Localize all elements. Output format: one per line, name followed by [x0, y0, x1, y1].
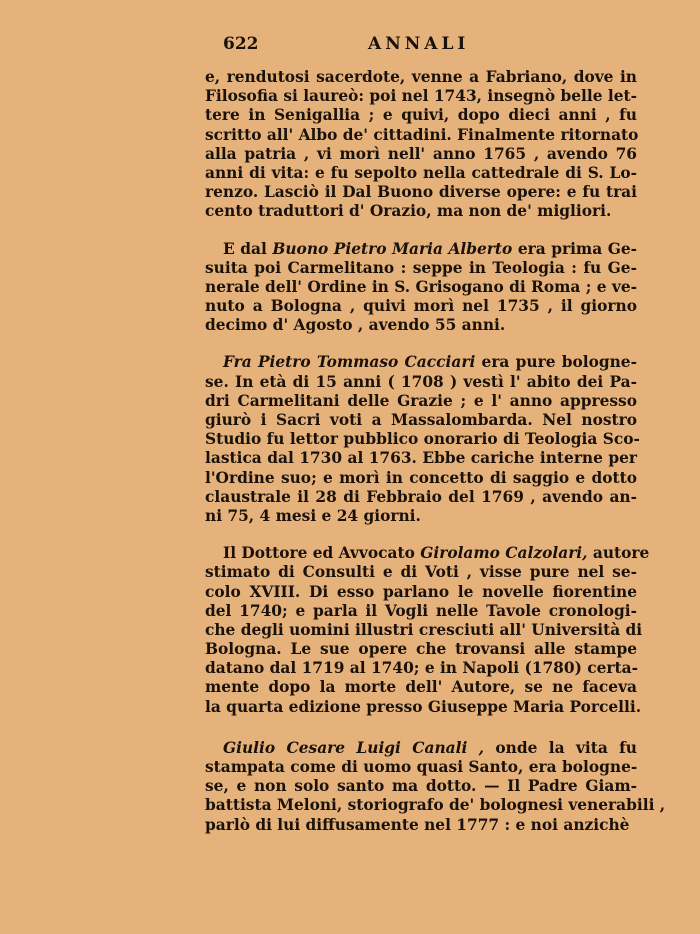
- text-line: [205, 164, 637, 183]
- text-run: dri Carmelitani delle Grazie ; e l' anno appresso: [205, 391, 637, 410]
- text-run: l'Ordine suo; e morì in concetto di saggio e dotto: [205, 468, 637, 487]
- text-line: [205, 278, 637, 297]
- text-line: [205, 563, 637, 582]
- text-run: Il Dottore ed Avvocato: [223, 544, 421, 563]
- italic-name: Fra Pietro Tommaso Cacciari: [223, 353, 476, 372]
- italic-name: Buono Pietro Maria Alberto: [272, 239, 513, 258]
- text-run: la quarta edizione presso Giuseppe Maria Porcelli.: [205, 697, 642, 716]
- page-number: 622: [223, 34, 259, 54]
- text-run: datano dal 1719 al 1740; e in Napoli (1780) certa-: [205, 659, 638, 678]
- text-line: [205, 126, 637, 145]
- text-run: che degli uomini illustri cresciuti all' Università di: [205, 620, 643, 639]
- text-line: [205, 758, 637, 777]
- text-line: [205, 777, 637, 796]
- text-line: [205, 68, 637, 87]
- text-line: [205, 640, 637, 659]
- italic-name: Giulio Cesare Luigi Canali ,: [223, 738, 485, 757]
- running-head: ANNALI: [368, 34, 470, 54]
- text-line: [205, 411, 637, 430]
- text-line: [205, 583, 637, 602]
- text-run: nuto a Bologna , quivi morì nel 1735 , il giorno: [205, 297, 637, 316]
- text-line: [205, 796, 666, 815]
- text-run: renzo. Lasciò il Dal Buono diverse opere: e fu trai: [205, 183, 637, 202]
- text-run: giurò i Sacri voti a Massalombarda. Nel nostro: [205, 411, 637, 429]
- text-run: Studio fu lettor pubblico onorario di Teologia Sco-: [205, 430, 640, 449]
- text-line: [205, 183, 637, 202]
- text-line: [205, 816, 637, 835]
- text-run: alla patria , vi morì nell' anno 1765 , avendo 76: [205, 144, 637, 163]
- text-run: battista Meloni, storiografo de' bolognesi venerabili ,: [205, 796, 666, 815]
- text-run: se, e non solo santo ma dotto. — Il Padre Giam-: [205, 777, 637, 796]
- text-line: [205, 106, 637, 125]
- text-run: stampata come di uomo quasi Santo, era bologne-: [205, 758, 638, 776]
- text-line: [205, 507, 637, 526]
- text-line: [205, 602, 637, 621]
- text-run: tere in Senigallia ; e quivi, dopo dieci anni , fu: [205, 106, 637, 125]
- text-run: suita poi Carmelitano : seppe in Teologia : fu Ge-: [205, 258, 637, 277]
- text-run: nerale dell' Ordine in S. Grisogano di Roma ; e ve-: [205, 277, 638, 296]
- text-line: [205, 87, 637, 106]
- body-text: [205, 68, 666, 853]
- text-line: [205, 240, 637, 259]
- text-run: E dal: [223, 239, 273, 258]
- text-run: del 1740; e parla il Vogli nelle Tavole cronologi-: [205, 601, 637, 620]
- text-run: colo XVIII. Di esso parlano le novelle fiorentine: [205, 582, 637, 601]
- text-run: claustrale il 28 di Febbraio del 1769 , avendo an-: [205, 487, 637, 506]
- text-line: [205, 678, 637, 697]
- text-run: decimo d' Agosto , avendo 55 anni.: [205, 316, 506, 335]
- page-header: [205, 34, 645, 58]
- paragraph: [205, 68, 637, 222]
- italic-name: Girolamo Calzolari,: [420, 544, 588, 563]
- text-line: [205, 373, 637, 392]
- text-line: [205, 430, 640, 449]
- text-run: parlò di lui diffusamente nel 1777 : e noi anzichè: [205, 815, 630, 834]
- text-line: [205, 392, 637, 411]
- text-run: se. In età di 15 anni ( 1708 ) vestì l' abito dei Pa-: [205, 372, 637, 391]
- paragraph: [205, 353, 640, 526]
- text-run: scritto all' Albo de' cittadini. Finalmente ritornato: [205, 125, 639, 144]
- paragraph: [205, 240, 637, 336]
- text-run: ni 75, 4 mesi e 24 giorni.: [205, 506, 421, 525]
- text-run: onde la vita fu: [484, 738, 637, 757]
- text-run: Filosofia si laureò: poi nel 1743, insegnò belle let-: [205, 87, 637, 106]
- text-line: [205, 353, 637, 372]
- text-run: era prima Ge-: [512, 239, 638, 258]
- text-line: [205, 297, 637, 316]
- text-line: [205, 145, 637, 164]
- text-line: [205, 697, 642, 717]
- text-line: [205, 449, 637, 468]
- text-line: [205, 544, 650, 563]
- text-run: lastica dal 1730 al 1763. Ebbe cariche interne per: [205, 449, 637, 468]
- text-line: [205, 739, 637, 758]
- text-run: Bologna. Le sue opere che trovansi alle stampe: [205, 640, 637, 659]
- text-run: mente dopo la morte dell' Autore, se ne faceva: [205, 678, 637, 697]
- text-run: anni di vita: e fu sepolto nella cattedrale di S. Lo-: [205, 163, 637, 182]
- text-line: [205, 469, 637, 488]
- text-line: [205, 259, 637, 278]
- paragraph: [205, 738, 666, 835]
- text-run: autore: [587, 544, 650, 563]
- text-line: [205, 316, 637, 335]
- paragraph: [205, 544, 650, 717]
- text-line: [205, 488, 637, 507]
- text-line: [205, 202, 637, 221]
- text-line: [205, 659, 637, 678]
- text-run: era pure bologne-: [475, 353, 637, 372]
- text-run: cento traduttori d' Orazio, ma non de' migliori.: [205, 202, 612, 221]
- text-run: stimato di Consulti e di Voti , visse pure nel se-: [205, 563, 637, 582]
- text-line: [205, 620, 643, 640]
- text-run: e, rendutosi sacerdote, venne a Fabriano, dove in: [205, 68, 637, 86]
